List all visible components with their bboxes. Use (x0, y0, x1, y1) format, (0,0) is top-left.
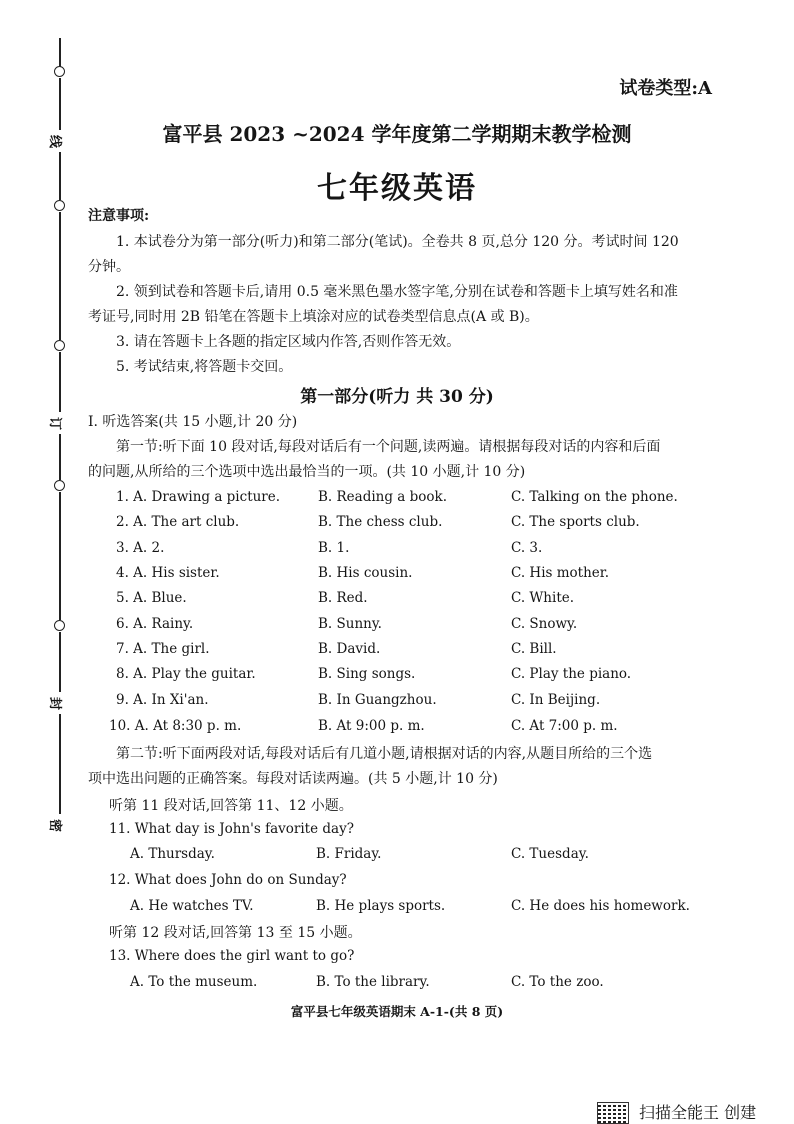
q5-option-a: 5. A. Blue. (116, 590, 187, 606)
q2-option-c: C. The sports club. (511, 514, 640, 530)
q6-option-b: B. Sunny. (318, 616, 382, 632)
qr-code-icon (597, 1102, 629, 1124)
margin-line (59, 212, 61, 340)
q8-option-b: B. Sing songs. (318, 666, 416, 682)
margin-char-mi: 密 (47, 818, 63, 833)
q2-option-a: 2. A. The art club. (116, 514, 240, 530)
q4-option-b: B. His cousin. (318, 565, 413, 581)
q1-option-c: C. Talking on the phone. (511, 489, 678, 505)
q7-option-c: C. Bill. (511, 641, 557, 657)
q4-option-c: C. His mother. (511, 565, 610, 581)
scanner-watermark: 扫描全能王 创建 (639, 1103, 757, 1122)
q11-option-a: A. Thursday. (130, 846, 215, 862)
q3-option-a: 3. A. 2. (116, 540, 165, 556)
q13-option-a: A. To the museum. (130, 974, 258, 990)
q7-option-a: 7. A. The girl. (116, 641, 210, 657)
q1-option-b: B. Reading a book. (318, 489, 448, 505)
q5-option-b: B. Red. (318, 590, 368, 606)
page-footer: 富平县七年级英语期末 A-1-(共 8 页) (290, 1004, 504, 1019)
q8-option-a: 8. A. Play the guitar. (116, 666, 256, 682)
q10-option-b: B. At 9:00 p. m. (318, 718, 425, 734)
margin-line (59, 492, 61, 620)
dialog11-intro: 听第 11 段对话,回答第 11、12 小题。 (109, 798, 353, 814)
q11-option-b: B. Friday. (316, 846, 382, 862)
q10-option-a: 10. A. At 8:30 p. m. (109, 718, 242, 734)
q3-option-c: C. 3. (511, 540, 543, 556)
q7-option-b: B. David. (318, 641, 381, 657)
q10-option-c: C. At 7:00 p. m. (511, 718, 618, 734)
dialog12-intro: 听第 12 段对话,回答第 13 至 15 小题。 (109, 925, 362, 941)
q12-option-b: B. He plays sports. (316, 898, 446, 914)
sub2-instruction: 第二节:听下面两段对话,每段对话后有几道小题,请根据对话的内容,从题目所给的三个选 (116, 746, 653, 762)
q6-option-a: 6. A. Rainy. (116, 616, 194, 632)
note-line: 5. 考试结束,将答题卡交回。 (116, 359, 293, 375)
q5-option-c: C. White. (511, 590, 575, 606)
part1-heading: 第一部分(听力 共 30 分) (300, 387, 494, 407)
q3-option-b: B. 1. (318, 540, 350, 556)
q12-option-c: C. He does his homework. (511, 898, 690, 914)
q9-option-c: C. In Beijing. (511, 692, 601, 708)
notes-heading: 注意事项: (88, 208, 150, 224)
section1-heading: Ⅰ. 听选答案(共 15 小题,计 20 分) (88, 414, 298, 430)
note-line: 1. 本试卷分为第一部分(听力)和第二部分(笔试)。全卷共 8 页,总分 120 分。考试时间 120 (116, 234, 679, 250)
q12-stem: 12. What does John do on Sunday? (109, 872, 347, 888)
paper-type: 试卷类型:A (619, 78, 712, 99)
margin-line (59, 632, 61, 692)
note-line: 分钟。 (88, 259, 130, 275)
note-line: 3. 请在答题卡上各题的指定区域内作答,否则作答无效。 (116, 334, 461, 350)
q4-option-a: 4. A. His sister. (116, 565, 220, 581)
subject-title: 七年级英语 (317, 171, 477, 206)
q8-option-c: C. Play the piano. (511, 666, 632, 682)
margin-circle (54, 66, 65, 77)
q13-option-c: C. To the zoo. (511, 974, 604, 990)
exam-title: 富平县 2023 ~2024 学年度第二学期期末教学检测 (162, 122, 632, 146)
margin-circle (54, 620, 65, 631)
sub1-instruction: 第一节:听下面 10 段对话,每段对话后有一个问题,读两遍。请根据每段对话的内容和后面 (116, 439, 661, 455)
q11-option-c: C. Tuesday. (511, 846, 589, 862)
margin-char-xian: 线 (47, 134, 63, 149)
sub1-instruction: 的问题,从所给的三个选项中选出最恰当的一项。(共 10 小题,计 10 分) (88, 464, 526, 480)
q9-option-a: 9. A. In Xi'an. (116, 692, 209, 708)
margin-circle (54, 340, 65, 351)
q9-option-b: B. In Guangzhou. (318, 692, 437, 708)
margin-char-feng: 封 (47, 696, 63, 711)
note-line: 考证号,同时用 2B 铅笔在答题卡上填涂对应的试卷类型信息点(A 或 B)。 (88, 309, 539, 325)
margin-circle (54, 480, 65, 491)
margin-line (59, 714, 61, 814)
margin-line (59, 434, 61, 480)
q13-option-b: B. To the library. (316, 974, 430, 990)
q6-option-c: C. Snowy. (511, 616, 578, 632)
sub2-instruction: 项中选出问题的正确答案。每段对话读两遍。(共 5 小题,计 10 分) (88, 771, 498, 787)
q2-option-b: B. The chess club. (318, 514, 443, 530)
q12-option-a: A. He watches TV. (130, 898, 254, 914)
q1-option-a: 1. A. Drawing a picture. (116, 489, 281, 505)
q11-stem: 11. What day is John's favorite day? (109, 821, 354, 837)
note-line: 2. 领到试卷和答题卡后,请用 0.5 毫米黑色墨水签字笔,分别在试卷和答题卡上填写姓名和准 (116, 284, 678, 300)
margin-char-ding: 订 (47, 416, 63, 431)
q13-stem: 13. Where does the girl want to go? (109, 948, 355, 964)
